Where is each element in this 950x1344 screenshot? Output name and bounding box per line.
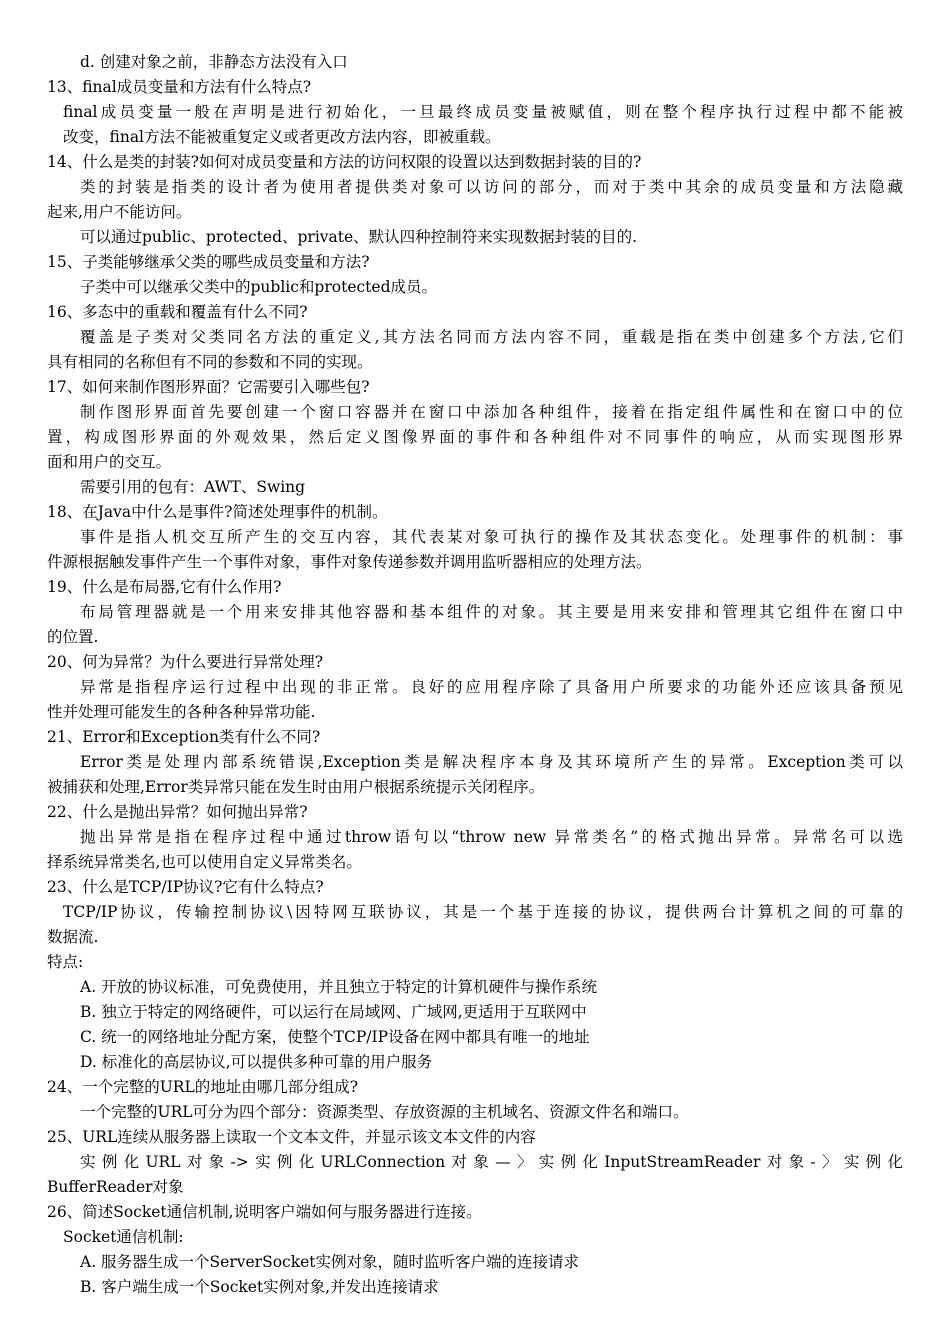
list-item: B. 客户端生成一个Socket实例对象,并发出连接请求 xyxy=(80,1278,439,1296)
question-heading: 25、URL连续从服务器上读取一个文本文件，并显示该文本文件的内容 xyxy=(47,1128,536,1146)
list-item: B. 独立于特定的网络硬件，可以运行在局域网、广域网,更适用于互联网中 xyxy=(80,1003,587,1021)
list-item: A. 开放的协议标准，可免费使用，并且独立于特定的计算机硬件与操作系统 xyxy=(80,978,598,996)
list-item: D. 标准化的高层协议,可以提供多种可靠的用户服务 xyxy=(80,1053,433,1071)
text-line: 子类中可以继承父类中的public和protected成员。 xyxy=(80,278,437,296)
text-line: final成员变量一般在声明是进行初始化，一旦最终成员变量被赋值，则在整个程序执行过程中都不能被 xyxy=(63,103,903,121)
question-heading: 26、简述Socket通信机制,说明客户端如何与服务器进行连接。 xyxy=(47,1203,482,1221)
text-line: 择系统异常类名,也可以使用自定义异常类名。 xyxy=(47,853,362,871)
list-item: C. 统一的网络地址分配方案，使整个TCP/IP设备在网中都具有唯一的地址 xyxy=(80,1028,590,1046)
text-line: 类的封装是指类的设计者为使用者提供类对象可以访问的部分，而对于类中其余的成员变量和方法隐藏 xyxy=(80,178,903,196)
question-heading: 24、一个完整的URL的地址由哪几部分组成? xyxy=(47,1078,359,1096)
question-heading: 14、什么是类的封装?如何对成员变量和方法的访问权限的设置以达到数据封装的目的? xyxy=(47,153,642,171)
question-heading: 16、多态中的重载和覆盖有什么不同? xyxy=(47,303,308,321)
text-line: 需要引用的包有：AWT、Swing xyxy=(80,478,306,496)
question-heading: 23、什么是TCP/IP协议?它有什么特点? xyxy=(47,878,324,896)
text-line: TCP/IP协议，传输控制协议\因特网互联协议，其是一个基于连接的协议，提供两台计算机之间的可靠的 xyxy=(63,903,903,921)
text-line: 布局管理器就是一个用来安排其他容器和基本组件的对象。其主要是用来安排和管理其它组件在窗口中 xyxy=(80,603,903,621)
text-line: 特点: xyxy=(47,953,84,971)
question-heading: 13、final成员变量和方法有什么特点? xyxy=(47,78,312,96)
text-line: 数据流. xyxy=(47,928,99,946)
question-heading: 17、如何来制作图形界面？它需要引入哪些包? xyxy=(47,378,370,396)
text-line: BufferReader对象 xyxy=(47,1178,184,1196)
question-heading: 18、在Java中什么是事件?简述处理事件的机制。 xyxy=(47,503,388,521)
question-heading: 20、何为异常？为什么要进行异常处理? xyxy=(47,653,324,671)
question-heading: 19、什么是布局器,它有什么作用? xyxy=(47,578,282,596)
text-line: 件源根据触发事件产生一个事件对象，事件对象传递参数并调用监听器相应的处理方法。 xyxy=(47,553,652,571)
question-heading: 22、什么是抛出异常？如何抛出异常? xyxy=(47,803,308,821)
text-line: 起来,用户不能访问。 xyxy=(47,203,192,221)
list-item: A. 服务器生成一个ServerSocket实例对象，随时监听客户端的连接请求 xyxy=(80,1253,580,1271)
text-line: 改变，final方法不能被重复定义或者更改方法内容，即被重载。 xyxy=(63,128,501,146)
text-line: 的位置. xyxy=(47,628,99,646)
text-line: 一个完整的URL可分为四个部分：资源类型、存放资源的主机域名、资源文件名和端口。 xyxy=(80,1103,689,1121)
text-line: Socket通信机制: xyxy=(63,1228,184,1246)
text-line: 被捕获和处理,Error类异常只能在发生时由用户根据系统提示关闭程序。 xyxy=(47,778,545,796)
text-line: d. 创建对象之前，非静态方法没有入口 xyxy=(80,53,348,71)
text-line: 制作图形界面首先要创建一个窗口容器并在窗口中添加各种组件，接着在指定组件属性和在窗口中的位 xyxy=(80,403,903,421)
text-line: 覆盖是子类对父类同名方法的重定义,其方法名同而方法内容不同，重载是指在类中创建多个方法,它们 xyxy=(80,328,903,346)
text-line: 性并处理可能发生的各种各种异常功能. xyxy=(47,703,316,721)
text-line: 事件是指人机交互所产生的交互内容，其代表某对象可执行的操作及其状态变化。处理事件的机制：事 xyxy=(80,528,903,546)
text-line: 异常是指程序运行过程中出现的非正常。良好的应用程序除了具备用户所要求的功能外还应该具备预见 xyxy=(80,678,903,696)
text-line: 置，构成图形界面的外观效果，然后定义图像界面的事件和各种组件对不同事件的响应，从而实现图形界 xyxy=(47,428,903,446)
question-heading: 15、子类能够继承父类的哪些成员变量和方法? xyxy=(47,253,370,271)
text-line: 面和用户的交互。 xyxy=(47,453,172,471)
text-line: 抛出异常是指在程序过程中通过throw语句以“throw new 异常类名”的格式抛出异常。异常名可以选 xyxy=(80,828,903,846)
text-line: 具有相同的名称但有不同的参数和不同的实现。 xyxy=(47,353,373,371)
question-heading: 21、Error和Exception类有什么不同? xyxy=(47,728,321,746)
text-line: 可以通过public、protected、private、默认四种控制符来实现数据封装的目的. xyxy=(80,228,638,246)
text-line: 实例化URL对象->实例化URLConnection对象—〉实例化InputStreamReader对象-〉实例化 xyxy=(80,1153,903,1171)
text-line: Error类是处理内部系统错误,Exception类是解决程序本身及其环境所产生的异常。Exception类可以 xyxy=(80,753,903,771)
